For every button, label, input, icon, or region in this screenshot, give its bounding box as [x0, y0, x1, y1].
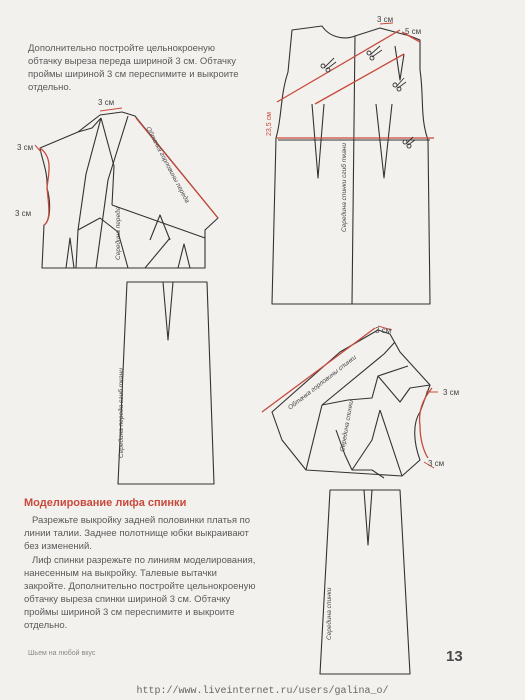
section-paragraph: Разрежьте выкройку задней половинки платья по линии талии. Заднее полотнище юбки выкраивают без изменений. [24, 515, 251, 552]
section-body [24, 514, 260, 633]
label-back-dress-fold: Середина спинки сгиб ткани [341, 142, 348, 232]
section-paragraph: Лиф спинки разрежьте по линиям моделирования, нанесенным на выкройку. Талевые вытачки закройте. Дополнительно постройте цельнокроеную обтачку выреза спинки шириной 3 см. Обтачку проймы шириной 3 см пересnимите и выкроите отдельно. [24, 555, 256, 631]
label-back-bodice-3cm-right: 3 см [443, 388, 460, 397]
front-bodice-piece [40, 112, 218, 268]
label-front-3cm-armhole: 3 см [15, 209, 32, 218]
back-skirt-piece [320, 490, 410, 674]
label-front-3cm-top: 3 см [98, 98, 115, 107]
section-title: Моделирование лифа спинки [24, 497, 187, 509]
label-back-3cm: 3 см [377, 15, 394, 24]
back-dress-piece [272, 26, 430, 304]
page-number: 13 [446, 648, 463, 665]
source-url-link[interactable]: http://www.liveinternet.ru/users/galina_o/ [136, 686, 389, 697]
scissors-icon [321, 46, 415, 148]
label-front-3cm-left: 3 см [17, 143, 34, 152]
label-back-23-5cm: 23,5 см [266, 112, 273, 136]
intro-paragraph: Дополнительно постройте цельнокроеную обтачку выреза переда шириной 3 см. Обтачку проймы шириной 3 см пересnимите и выкроите отдельно. [28, 43, 239, 93]
front-skirt-piece [118, 282, 214, 484]
footer-caption: Шьем на любой вкус [28, 650, 96, 657]
label-back-skirt-center: Середина спинки [326, 587, 333, 640]
label-back-bodice-3cm-top: 3 см [375, 326, 392, 335]
label-back-5cm: 5 см [405, 27, 422, 36]
label-front-center: Середина переда [115, 206, 122, 260]
label-back-bodice-center: Середина спинки [339, 399, 356, 453]
label-front-facing: Обтачка горловины переда [144, 125, 191, 205]
label-back-bodice-3cm-armhole: 3 см [428, 459, 445, 468]
label-back-facing: Обтачка горловины спинки [286, 354, 358, 412]
label-front-skirt-fold: Середина переда сгиб ткани [118, 368, 125, 458]
